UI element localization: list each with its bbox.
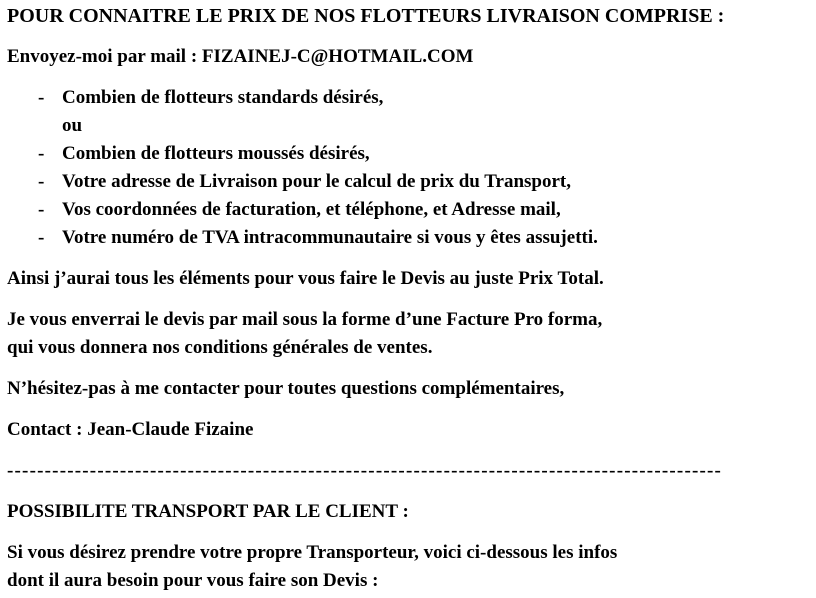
paragraph-client-transport <box>7 539 806 595</box>
list-item <box>7 84 806 112</box>
list-bullet: - <box>38 199 45 220</box>
list-item-text: Votre numéro de TVA intracommunautaire si vous y êtes assujetti. <box>62 227 598 248</box>
page-title: POUR CONNAITRE LE PRIX DE NOS FLOTTEURS LIVRAISON COMPRISE : <box>7 5 725 27</box>
list-item-text: Vos coordonnées de facturation, et téléphone, et Adresse mail, <box>62 199 561 220</box>
list-item <box>7 168 806 196</box>
contact-name-line: Contact : Jean-Claude Fizaine <box>7 419 254 440</box>
paragraph-client-transport-line2: dont il aura besoin pour vous faire son Devis : <box>7 570 379 591</box>
list-item-text: ou <box>62 115 83 136</box>
paragraph-proforma <box>7 306 806 362</box>
email-contact-line: Envoyez-moi par mail : FIZAINEJ-C@HOTMAIL.COM <box>7 46 474 67</box>
list-bullet: - <box>38 87 45 108</box>
paragraph-proforma-line2: qui vous donnera nos conditions générales de ventes. <box>7 337 433 358</box>
list-item-text: Combien de flotteurs standards désirés, <box>62 87 384 108</box>
list-bullet: - <box>38 143 45 164</box>
list-item <box>7 224 806 252</box>
list-item <box>7 140 806 168</box>
paragraph-devis-total: Ainsi j’aurai tous les éléments pour vous faire le Devis au juste Prix Total. <box>7 268 604 289</box>
required-info-list <box>7 84 806 252</box>
dashed-separator: ----------------------------------------------------------------------------------------------- <box>7 460 723 481</box>
list-bullet: - <box>38 227 45 248</box>
section2-title: POSSIBILITE TRANSPORT PAR LE CLIENT : <box>7 501 409 522</box>
list-bullet: - <box>38 171 45 192</box>
paragraph-client-transport-line1: Si vous désirez prendre votre propre Transporteur, voici ci-dessous les infos <box>7 542 618 563</box>
paragraph-contact-invitation: N’hésitez-pas à me contacter pour toutes questions complémentaires, <box>7 378 565 399</box>
list-item-text: Votre adresse de Livraison pour le calcul de prix du Transport, <box>62 171 571 192</box>
paragraph-proforma-line1: Je vous enverrai le devis par mail sous la forme d’une Facture Pro forma, <box>7 309 603 330</box>
list-item-text: Combien de flotteurs moussés désirés, <box>62 143 370 164</box>
list-item <box>7 196 806 224</box>
list-item-continuation <box>7 112 806 140</box>
list-bullet <box>38 112 62 140</box>
